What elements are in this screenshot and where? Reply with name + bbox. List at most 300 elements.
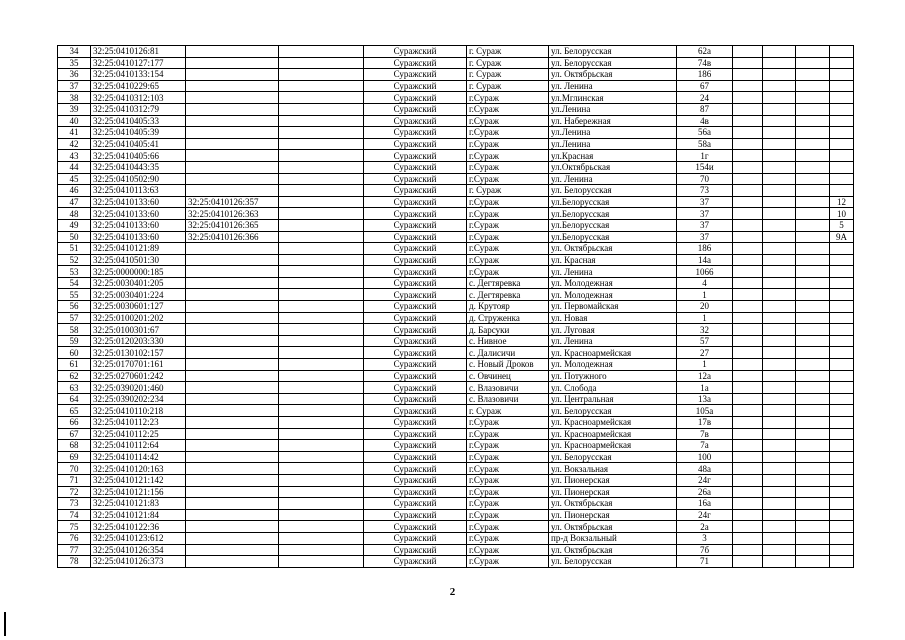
cell-extra-b <box>763 312 796 324</box>
cell-apartment <box>830 161 854 173</box>
cell-house-number: 12а <box>677 370 733 382</box>
cell-house-number: 17в <box>677 417 733 429</box>
cell-row-number: 78 <box>58 556 91 568</box>
cell-extra-c <box>796 440 830 452</box>
cell-extra-b <box>763 474 796 486</box>
cell-extra-c <box>796 127 830 139</box>
cell-row-number: 38 <box>58 92 91 104</box>
cell-empty-column <box>279 498 364 510</box>
cell-extra-b <box>763 185 796 197</box>
cell-house-number: 100 <box>677 451 733 463</box>
cell-locality: г. Сураж <box>467 57 549 69</box>
cell-district: Суражский <box>364 277 467 289</box>
cell-empty-column <box>279 417 364 429</box>
cell-district: Суражский <box>364 451 467 463</box>
cell-row-number: 55 <box>58 289 91 301</box>
table-row <box>58 556 854 568</box>
table-row <box>58 521 854 533</box>
cell-apartment <box>830 556 854 568</box>
cell-street: ул. Ленина <box>549 173 677 185</box>
cell-district: Суражский <box>364 335 467 347</box>
cell-row-number: 68 <box>58 440 91 452</box>
cell-street: ул. Октябрьская <box>549 243 677 255</box>
cell-linked-cadastral-number <box>186 382 279 394</box>
cell-street: ул. Ленина <box>549 335 677 347</box>
cell-row-number: 67 <box>58 428 91 440</box>
cell-cadastral-number: 32:25:0100201:202 <box>91 312 186 324</box>
cell-locality: г. Сураж <box>467 405 549 417</box>
cell-apartment <box>830 92 854 104</box>
cell-street: ул. Красная <box>549 254 677 266</box>
cell-house-number: 24г <box>677 474 733 486</box>
cell-locality: г.Сураж <box>467 92 549 104</box>
cell-locality: д. Струженка <box>467 312 549 324</box>
cell-linked-cadastral-number <box>186 312 279 324</box>
cell-empty-column <box>279 544 364 556</box>
cell-extra-b <box>763 393 796 405</box>
table-row <box>58 532 854 544</box>
cell-linked-cadastral-number: 32:25:0410126:357 <box>186 196 279 208</box>
cell-empty-column <box>279 103 364 115</box>
table-row <box>58 417 854 429</box>
cell-cadastral-number: 32:25:0410133:60 <box>91 219 186 231</box>
cell-district: Суражский <box>364 486 467 498</box>
cell-extra-b <box>763 231 796 243</box>
cell-extra-b <box>763 196 796 208</box>
cell-locality: д. Крутояр <box>467 301 549 313</box>
cell-house-number: 16а <box>677 498 733 510</box>
cell-extra-a <box>733 115 763 127</box>
cell-linked-cadastral-number <box>186 474 279 486</box>
cell-linked-cadastral-number <box>186 324 279 336</box>
cell-extra-a <box>733 289 763 301</box>
cell-extra-c <box>796 451 830 463</box>
cell-extra-b <box>763 451 796 463</box>
cell-locality: д. Барсуки <box>467 324 549 336</box>
cell-extra-a <box>733 532 763 544</box>
table-row <box>58 324 854 336</box>
cell-extra-a <box>733 185 763 197</box>
cell-extra-c <box>796 474 830 486</box>
cell-locality: г.Сураж <box>467 463 549 475</box>
cell-district: Суражский <box>364 324 467 336</box>
cell-apartment <box>830 544 854 556</box>
cell-street: ул.Белорусская <box>549 231 677 243</box>
cell-locality: г.Сураж <box>467 521 549 533</box>
cell-street: ул. Красноармейская <box>549 347 677 359</box>
cell-extra-b <box>763 173 796 185</box>
cell-district: Суражский <box>364 161 467 173</box>
table-row <box>58 428 854 440</box>
cell-extra-b <box>763 150 796 162</box>
cell-extra-a <box>733 463 763 475</box>
cell-extra-b <box>763 463 796 475</box>
cell-district: Суражский <box>364 532 467 544</box>
cell-row-number: 39 <box>58 103 91 115</box>
cell-row-number: 72 <box>58 486 91 498</box>
cell-extra-a <box>733 138 763 150</box>
cell-apartment <box>830 185 854 197</box>
cell-empty-column <box>279 277 364 289</box>
cell-empty-column <box>279 243 364 255</box>
cell-locality: г.Сураж <box>467 509 549 521</box>
cell-district: Суражский <box>364 382 467 394</box>
cell-empty-column <box>279 127 364 139</box>
cell-apartment <box>830 498 854 510</box>
cell-street: ул.Октябрьская <box>549 161 677 173</box>
cell-district: Суражский <box>364 208 467 220</box>
cell-locality: г.Сураж <box>467 451 549 463</box>
table-row <box>58 382 854 394</box>
cell-row-number: 77 <box>58 544 91 556</box>
cell-street: ул. Ленина <box>549 80 677 92</box>
cell-linked-cadastral-number <box>186 80 279 92</box>
table-row <box>58 486 854 498</box>
cell-house-number: 87 <box>677 103 733 115</box>
cell-cadastral-number: 32:25:0030401:224 <box>91 289 186 301</box>
cell-extra-b <box>763 289 796 301</box>
cell-extra-b <box>763 486 796 498</box>
cell-extra-c <box>796 544 830 556</box>
cell-apartment <box>830 103 854 115</box>
cell-apartment <box>830 243 854 255</box>
cell-cadastral-number: 32:25:0410405:33 <box>91 115 186 127</box>
cell-apartment <box>830 312 854 324</box>
cell-house-number: 71 <box>677 556 733 568</box>
cell-house-number: 73 <box>677 185 733 197</box>
cell-house-number: 48а <box>677 463 733 475</box>
cell-district: Суражский <box>364 289 467 301</box>
table-row <box>58 243 854 255</box>
cell-empty-column <box>279 521 364 533</box>
cell-apartment <box>830 324 854 336</box>
cell-street: ул. Молодежная <box>549 277 677 289</box>
table-row <box>58 474 854 486</box>
cell-linked-cadastral-number <box>186 173 279 185</box>
cell-district: Суражский <box>364 474 467 486</box>
cell-linked-cadastral-number <box>186 451 279 463</box>
cell-empty-column <box>279 486 364 498</box>
cell-house-number: 105а <box>677 405 733 417</box>
cell-cadastral-number: 32:25:0410123:612 <box>91 532 186 544</box>
cell-locality: г.Сураж <box>467 556 549 568</box>
cell-district: Суражский <box>364 521 467 533</box>
table-row <box>58 370 854 382</box>
cell-extra-c <box>796 115 830 127</box>
cell-extra-b <box>763 440 796 452</box>
cell-apartment <box>830 115 854 127</box>
cell-cadastral-number: 32:25:0390201:460 <box>91 382 186 394</box>
cell-extra-c <box>796 173 830 185</box>
cell-empty-column <box>279 463 364 475</box>
cell-empty-column <box>279 335 364 347</box>
table-row <box>58 289 854 301</box>
table-row <box>58 231 854 243</box>
cell-extra-a <box>733 521 763 533</box>
table-row <box>58 312 854 324</box>
cell-row-number: 35 <box>58 57 91 69</box>
cell-district: Суражский <box>364 103 467 115</box>
cell-locality: с. Влазовичи <box>467 393 549 405</box>
cell-linked-cadastral-number <box>186 428 279 440</box>
cell-extra-c <box>796 196 830 208</box>
cell-extra-c <box>796 289 830 301</box>
cell-linked-cadastral-number <box>186 370 279 382</box>
cell-street: ул. Набережная <box>549 115 677 127</box>
cell-district: Суражский <box>364 359 467 371</box>
cell-apartment <box>830 347 854 359</box>
cell-locality: с. Дегтяревка <box>467 289 549 301</box>
cell-row-number: 73 <box>58 498 91 510</box>
cell-row-number: 71 <box>58 474 91 486</box>
cell-extra-c <box>796 428 830 440</box>
cell-cadastral-number: 32:25:0000000:185 <box>91 266 186 278</box>
cell-street: пр-д Вокзальный <box>549 532 677 544</box>
table-row <box>58 335 854 347</box>
table-row <box>58 208 854 220</box>
cell-house-number: 7б <box>677 544 733 556</box>
cell-district: Суражский <box>364 440 467 452</box>
cell-empty-column <box>279 173 364 185</box>
cell-extra-b <box>763 405 796 417</box>
cell-row-number: 53 <box>58 266 91 278</box>
cell-house-number: 1 <box>677 312 733 324</box>
cell-linked-cadastral-number <box>186 69 279 81</box>
cell-extra-c <box>796 463 830 475</box>
cell-extra-a <box>733 46 763 58</box>
table-row <box>58 254 854 266</box>
cell-extra-c <box>796 103 830 115</box>
table-row <box>58 138 854 150</box>
cell-extra-b <box>763 359 796 371</box>
cell-row-number: 44 <box>58 161 91 173</box>
cell-locality: г.Сураж <box>467 161 549 173</box>
cell-extra-a <box>733 103 763 115</box>
cell-row-number: 46 <box>58 185 91 197</box>
cell-linked-cadastral-number <box>186 347 279 359</box>
cell-extra-c <box>796 266 830 278</box>
cell-cadastral-number: 32:25:0410112:23 <box>91 417 186 429</box>
cell-extra-c <box>796 150 830 162</box>
cell-extra-a <box>733 150 763 162</box>
cell-row-number: 70 <box>58 463 91 475</box>
table-row <box>58 173 854 185</box>
cell-house-number: 1 <box>677 359 733 371</box>
cell-row-number: 34 <box>58 46 91 58</box>
cell-street: ул. Октябрьская <box>549 521 677 533</box>
cell-house-number: 4 <box>677 277 733 289</box>
cell-apartment <box>830 69 854 81</box>
cell-street: ул. Белорусская <box>549 451 677 463</box>
cell-extra-b <box>763 544 796 556</box>
cell-linked-cadastral-number <box>186 277 279 289</box>
cell-extra-a <box>733 254 763 266</box>
table-row <box>58 463 854 475</box>
cell-linked-cadastral-number <box>186 335 279 347</box>
cell-extra-b <box>763 208 796 220</box>
table-row <box>58 347 854 359</box>
cell-extra-a <box>733 393 763 405</box>
cell-empty-column <box>279 115 364 127</box>
cell-extra-a <box>733 301 763 313</box>
cell-extra-b <box>763 127 796 139</box>
cell-row-number: 66 <box>58 417 91 429</box>
cell-cadastral-number: 32:25:0410113:63 <box>91 185 186 197</box>
cell-extra-c <box>796 57 830 69</box>
cell-street: ул. Красноармейская <box>549 440 677 452</box>
cell-apartment <box>830 57 854 69</box>
cell-row-number: 65 <box>58 405 91 417</box>
cell-apartment <box>830 266 854 278</box>
cell-cadastral-number: 32:25:0410133:60 <box>91 196 186 208</box>
cell-empty-column <box>279 80 364 92</box>
cell-apartment <box>830 127 854 139</box>
cell-locality: г. Сураж <box>467 80 549 92</box>
cell-house-number: 1г <box>677 150 733 162</box>
cell-extra-a <box>733 405 763 417</box>
table-row <box>58 196 854 208</box>
cell-extra-b <box>763 277 796 289</box>
cell-row-number: 64 <box>58 393 91 405</box>
cell-linked-cadastral-number <box>186 556 279 568</box>
cell-empty-column <box>279 289 364 301</box>
cell-cadastral-number: 32:25:0100301:67 <box>91 324 186 336</box>
cell-cadastral-number: 32:25:0410229:65 <box>91 80 186 92</box>
cell-house-number: 62а <box>677 46 733 58</box>
cell-empty-column <box>279 150 364 162</box>
cell-linked-cadastral-number <box>186 393 279 405</box>
cell-linked-cadastral-number <box>186 266 279 278</box>
cell-empty-column <box>279 451 364 463</box>
cell-row-number: 76 <box>58 532 91 544</box>
cell-empty-column <box>279 219 364 231</box>
cell-street: ул. Новая <box>549 312 677 324</box>
table-row <box>58 127 854 139</box>
cell-street: ул. Октябрьская <box>549 498 677 510</box>
cell-street: ул. Белорусская <box>549 57 677 69</box>
cell-extra-c <box>796 347 830 359</box>
cell-apartment <box>830 486 854 498</box>
cell-extra-a <box>733 127 763 139</box>
cell-empty-column <box>279 324 364 336</box>
cell-apartment <box>830 440 854 452</box>
cell-street: ул. Пионерская <box>549 474 677 486</box>
cell-extra-b <box>763 266 796 278</box>
cell-locality: г.Сураж <box>467 138 549 150</box>
cell-empty-column <box>279 474 364 486</box>
cell-district: Суражский <box>364 46 467 58</box>
cell-district: Суражский <box>364 405 467 417</box>
cell-linked-cadastral-number <box>186 92 279 104</box>
cell-extra-a <box>733 173 763 185</box>
cell-street: ул.Белорусская <box>549 196 677 208</box>
cell-street: ул. Вокзальная <box>549 463 677 475</box>
cell-linked-cadastral-number <box>186 405 279 417</box>
table-row <box>58 161 854 173</box>
cell-empty-column <box>279 428 364 440</box>
cell-extra-c <box>796 312 830 324</box>
cell-linked-cadastral-number <box>186 185 279 197</box>
cell-locality: г.Сураж <box>467 428 549 440</box>
cell-extra-c <box>796 532 830 544</box>
table-row <box>58 92 854 104</box>
cell-extra-b <box>763 428 796 440</box>
cell-extra-b <box>763 417 796 429</box>
cell-cadastral-number: 32:25:0410126:373 <box>91 556 186 568</box>
table-row <box>58 440 854 452</box>
cell-locality: г.Сураж <box>467 103 549 115</box>
cell-row-number: 69 <box>58 451 91 463</box>
cell-locality: с. Влазовичи <box>467 382 549 394</box>
cell-street: ул. Белорусская <box>549 405 677 417</box>
cell-district: Суражский <box>364 509 467 521</box>
cell-extra-c <box>796 324 830 336</box>
cell-apartment <box>830 463 854 475</box>
cell-extra-c <box>796 509 830 521</box>
cell-row-number: 52 <box>58 254 91 266</box>
cell-cadastral-number: 32:25:0410133:60 <box>91 231 186 243</box>
cell-extra-c <box>796 556 830 568</box>
cell-extra-c <box>796 254 830 266</box>
cell-apartment <box>830 474 854 486</box>
cell-locality: г.Сураж <box>467 219 549 231</box>
cell-house-number: 186 <box>677 69 733 81</box>
table-row <box>58 277 854 289</box>
cell-cadastral-number: 32:25:0410502:90 <box>91 173 186 185</box>
cell-extra-b <box>763 219 796 231</box>
cell-apartment <box>830 393 854 405</box>
cell-extra-a <box>733 208 763 220</box>
cell-extra-c <box>796 46 830 58</box>
cell-locality: с. Нивное <box>467 335 549 347</box>
cell-apartment <box>830 277 854 289</box>
cell-apartment <box>830 417 854 429</box>
cell-empty-column <box>279 301 364 313</box>
cell-apartment <box>830 532 854 544</box>
cell-street: ул. Октябрьская <box>549 544 677 556</box>
cell-cadastral-number: 32:25:0410121:142 <box>91 474 186 486</box>
cell-locality: г.Сураж <box>467 196 549 208</box>
cell-extra-c <box>796 138 830 150</box>
cell-house-number: 37 <box>677 208 733 220</box>
cell-district: Суражский <box>364 185 467 197</box>
table-row <box>58 219 854 231</box>
cell-linked-cadastral-number <box>186 417 279 429</box>
cell-apartment: 12 <box>830 196 854 208</box>
cell-cadastral-number: 32:25:0410312:103 <box>91 92 186 104</box>
cell-empty-column <box>279 266 364 278</box>
parcel-table <box>57 45 854 568</box>
cell-empty-column <box>279 382 364 394</box>
cell-street: ул.Белорусская <box>549 208 677 220</box>
cell-locality: г.Сураж <box>467 243 549 255</box>
cell-locality: с. Дегтяревка <box>467 277 549 289</box>
cell-row-number: 63 <box>58 382 91 394</box>
cell-empty-column <box>279 405 364 417</box>
cell-linked-cadastral-number <box>186 115 279 127</box>
cell-apartment <box>830 301 854 313</box>
cell-street: ул.Ленина <box>549 103 677 115</box>
cell-cadastral-number: 32:25:0410312:79 <box>91 103 186 115</box>
cell-empty-column <box>279 138 364 150</box>
cell-extra-a <box>733 335 763 347</box>
cell-extra-a <box>733 277 763 289</box>
cell-empty-column <box>279 532 364 544</box>
cell-linked-cadastral-number <box>186 161 279 173</box>
cell-extra-c <box>796 405 830 417</box>
table-row <box>58 405 854 417</box>
cell-apartment <box>830 80 854 92</box>
